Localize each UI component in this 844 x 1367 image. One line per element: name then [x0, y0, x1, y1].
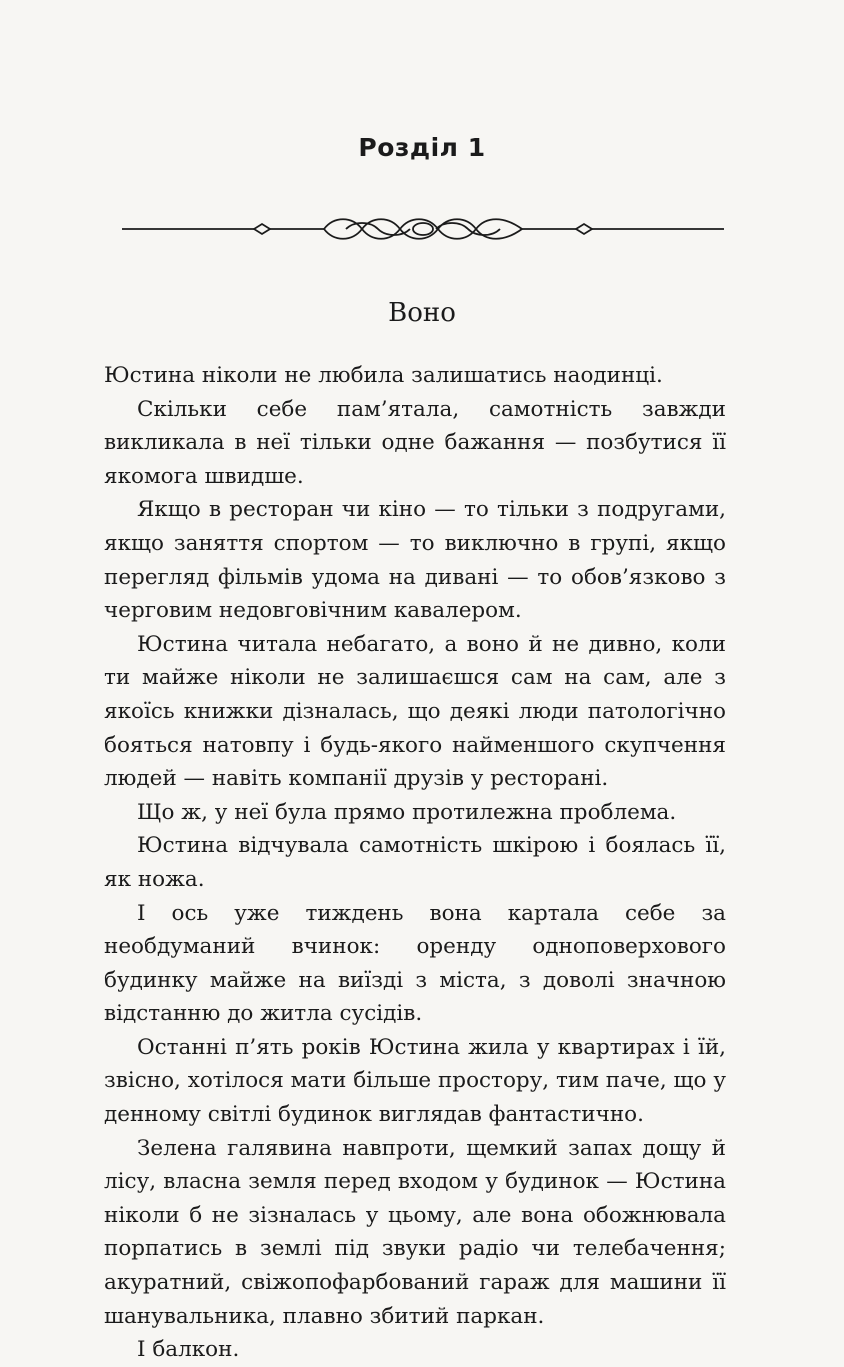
section-title: Воно	[388, 298, 456, 328]
body-text	[104, 359, 726, 1367]
paragraph: Останні п’ять років Юстина жила у квартирах і їй, звісно, хотілося мати більше простору, тим паче, що у денному світлі будинок виглядав фантастично.	[104, 1034, 726, 1128]
paragraph: Юстина читала небагато, а воно й не дивно, коли ти майже ніколи не залишаєшся сам на сам, але з якоїсь книжки дізналась, що деякі люди патологічно бояться натовпу і будь-якого найменшого скупчення людей — навіть компанії друзів у ресторані.	[104, 631, 726, 792]
paragraph: І балкон.	[137, 1337, 240, 1363]
paragraph: Зелена галявина навпроти, щемкий запах дощу й лісу, власна земля перед входом у будинок — Юстина ніколи б не зізналась у цьому, але вона обожнювала порпатись в землі під звуки радіо чи телебачення; акуратний, свіжопофарбований гараж для машини її шанувальника, плавно збитий паркан.	[104, 1135, 726, 1329]
paragraph: І ось уже тиждень вона картала себе за необдуманий вчинок: оренду одноповерхового будинку майже на виїзді з міста, з доволі значною відстанню до житла сусідів.	[104, 900, 726, 1027]
paragraph: Юстина ніколи не любила залишатись наодинці.	[104, 363, 663, 388]
paragraph: Юстина відчувала самотність шкірою і боялась її, як ножа.	[104, 833, 726, 892]
paragraph: Якщо в ресторан чи кіно — то тільки з подругами, якщо заняття спортом — то виключно в групі, якщо перегляд фільмів удома на дивані — то обов’язково з черговим недовговічним кавалером.	[104, 497, 726, 624]
paragraph: Що ж, у неї була прямо протилежна проблема.	[137, 799, 677, 825]
paragraph: Скільки себе пам’ятала, самотність завжди викликала в неї тільки одне бажання — позбутися її якомога швидше.	[104, 396, 726, 489]
chapter-title: Розділ 1	[358, 133, 486, 162]
decorative-divider-icon	[122, 214, 724, 244]
